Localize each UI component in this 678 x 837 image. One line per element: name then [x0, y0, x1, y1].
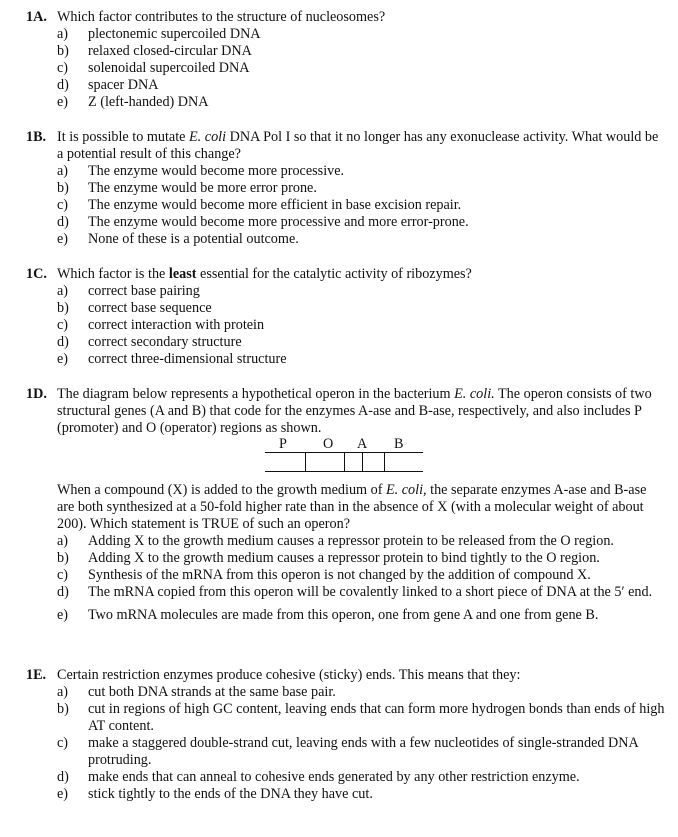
operon-divider	[305, 452, 306, 471]
question-number: 1D.	[26, 386, 47, 402]
answer-option-e[interactable]: e) Two mRNA molecules are made from this operon, one from gene A and one from gene B.	[57, 607, 599, 623]
operon-divider	[384, 452, 385, 471]
answer-option-b[interactable]: b) The enzyme would be more error prone.	[57, 180, 317, 196]
answer-option-e[interactable]: e) Z (left-handed) DNA	[57, 94, 209, 110]
answer-option-b[interactable]: b) relaxed closed-circular DNA	[57, 43, 252, 59]
answer-option-b[interactable]: b) Adding X to the growth medium causes a repressor protein to bind tightly to the O region.	[57, 550, 600, 566]
question-stem: The diagram below represents a hypothetical operon in the bacterium E. coli. The operon consists of two structural genes (A and B) that code for the enzymes A-ase and B-ase, respectively, and also includes P (promoter) and O (operator) regions as shown.	[57, 386, 652, 436]
answer-option-a[interactable]: a) cut both DNA strands at the same base pair.	[57, 684, 336, 700]
operon-diagram	[57, 437, 666, 474]
gene-a-label: A	[357, 436, 368, 452]
question-stem-continued: When a compound (X) is added to the growth medium of E. coli, the separate enzymes A-ase and B-ase are both synthesized at a 50-fold higher rate than in the absence of X (with a molecular weight of about 200). Which statement is TRUE of such an operon?	[57, 482, 647, 532]
question-number: 1B.	[26, 129, 47, 145]
question-stem: It is possible to mutate E. coli DNA Pol I so that it no longer has any exonuclease activity. What would be a potential result of this change?	[57, 129, 659, 162]
question-number: 1C.	[26, 266, 47, 282]
question-stem: Which factor is the least essential for the catalytic activity of ribozymes?	[57, 266, 472, 282]
answer-option-b[interactable]: b) correct base sequence	[57, 300, 212, 316]
question-number: 1A.	[26, 9, 47, 25]
question-1c	[26, 266, 666, 368]
answer-option-d[interactable]: d) spacer DNA	[57, 77, 159, 93]
operon-divider	[362, 452, 363, 471]
question-1a	[26, 9, 666, 111]
answer-option-a[interactable]: a) plectonemic supercoiled DNA	[57, 26, 261, 42]
operon-divider	[344, 452, 345, 471]
question-stem: Which factor contributes to the structure of nucleosomes?	[57, 9, 386, 25]
question-1e	[26, 667, 666, 803]
answer-option-b[interactable]: b) cut in regions of high GC content, leaving ends that can form more hydrogen bonds than ends of high AT content.	[57, 701, 665, 734]
answer-option-c[interactable]: c) correct interaction with protein	[57, 317, 265, 333]
question-1d	[26, 386, 666, 624]
operator-label: O	[323, 436, 334, 452]
answer-option-a[interactable]: a) The enzyme would become more processive.	[57, 163, 345, 179]
question-number: 1E.	[26, 667, 47, 683]
answer-option-a[interactable]: a) correct base pairing	[57, 283, 200, 299]
answer-option-d[interactable]: d) The mRNA copied from this operon will be covalently linked to a short piece of DNA at the 5′ end.	[57, 584, 653, 600]
operon-bottom-line	[265, 471, 423, 472]
answer-option-e[interactable]: e) None of these is a potential outcome.	[57, 231, 299, 247]
answer-option-c[interactable]: c) solenoidal supercoiled DNA	[57, 60, 250, 76]
answer-option-e[interactable]: e) correct three-dimensional structure	[57, 351, 287, 367]
answer-option-d[interactable]: d) The enzyme would become more processive and more error-prone.	[57, 214, 469, 230]
question-1b	[26, 129, 666, 248]
promoter-label: P	[279, 436, 287, 452]
answer-option-d[interactable]: d) make ends that can anneal to cohesive ends generated by any other restriction enzyme.	[57, 769, 580, 785]
answer-option-c[interactable]: c) The enzyme would become more efficient in base excision repair.	[57, 197, 462, 213]
answer-option-a[interactable]: a) Adding X to the growth medium causes a repressor protein to be released from the O region.	[57, 533, 614, 549]
gene-b-label: B	[394, 436, 404, 452]
answer-option-c[interactable]: c) Synthesis of the mRNA from this operon is not changed by the addition of compound X.	[57, 567, 591, 583]
answer-option-d[interactable]: d) correct secondary structure	[57, 334, 242, 350]
answer-option-c[interactable]: c) make a staggered double-strand cut, leaving ends with a few nucleotides of single-stranded DNA protruding.	[57, 735, 638, 768]
question-stem: Certain restriction enzymes produce cohesive (sticky) ends. This means that they:	[57, 667, 521, 683]
answer-option-e[interactable]: e) stick tightly to the ends of the DNA they have cut.	[57, 786, 373, 802]
